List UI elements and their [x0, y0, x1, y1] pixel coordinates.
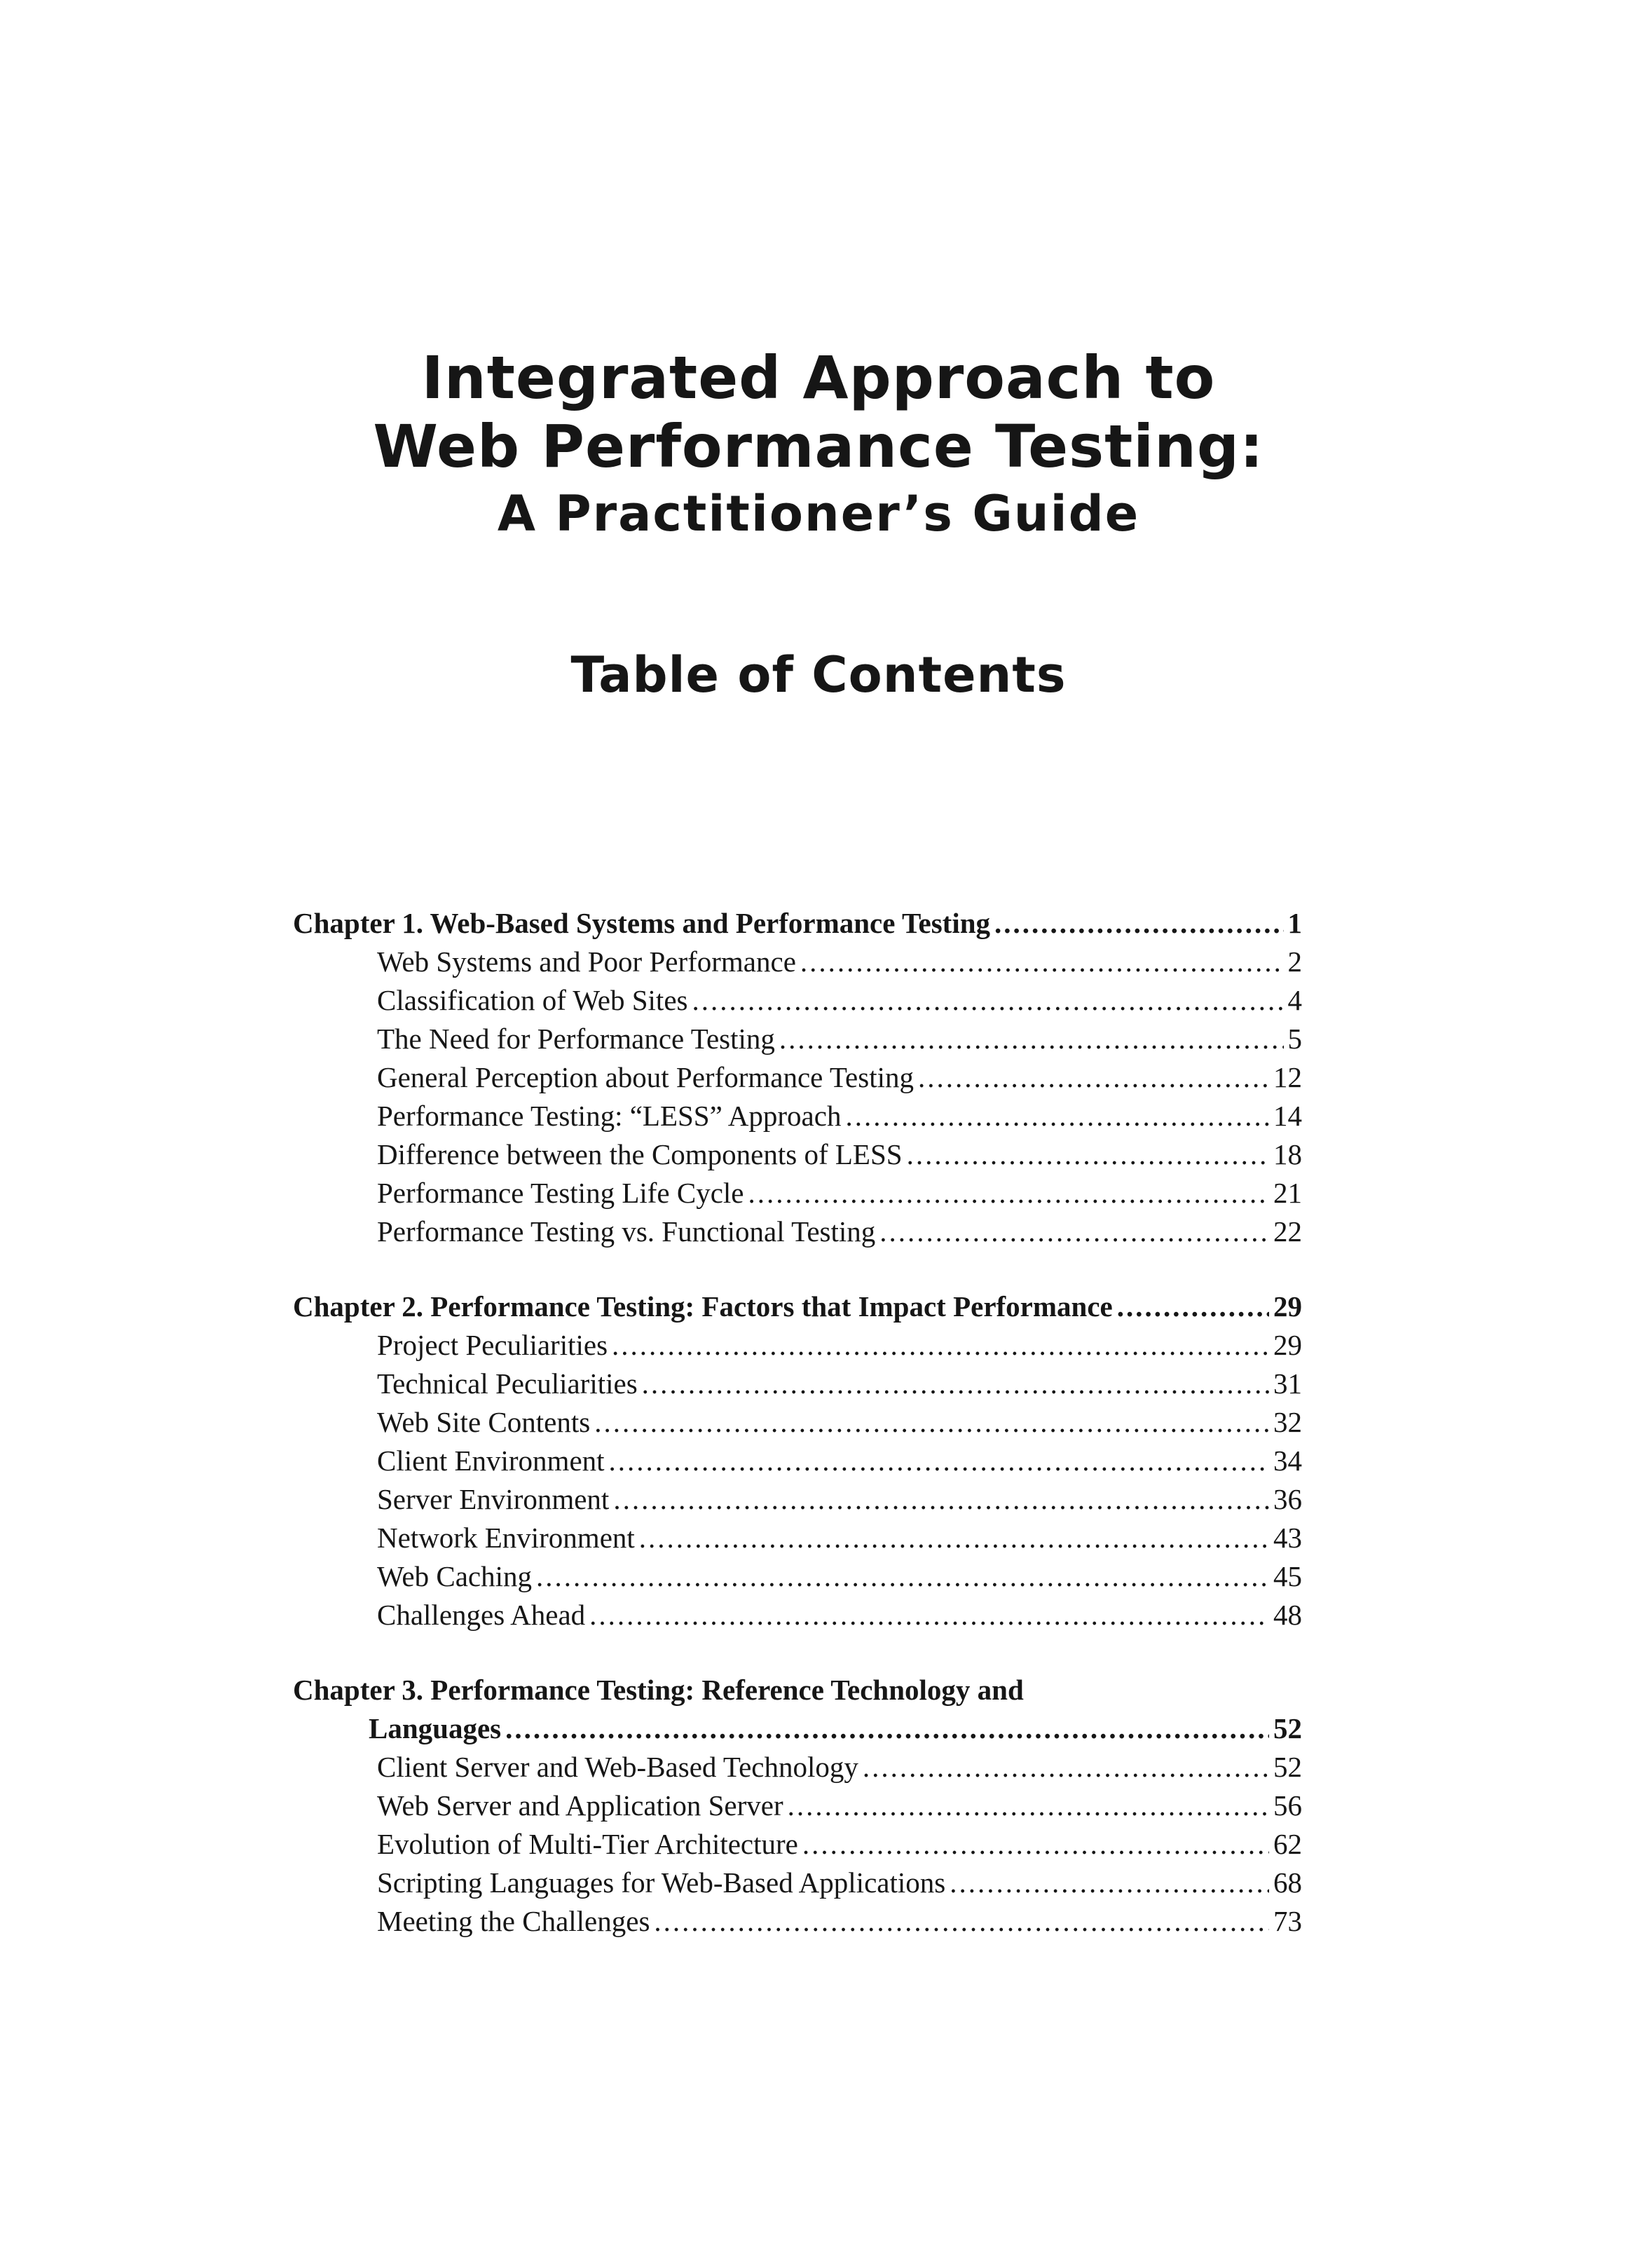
toc-entry: [293, 1058, 1302, 1097]
chapter-heading: [293, 904, 1302, 943]
chapter-title-continued: Languages: [369, 1712, 502, 1744]
entry-title: Technical Peculiarities: [377, 1367, 638, 1400]
entry-title: Meeting the Challenges: [377, 1905, 650, 1937]
entry-title: Performance Testing Life Cycle: [377, 1177, 744, 1209]
dot-leader: [505, 1709, 1269, 1748]
chapter-heading: [293, 1287, 1302, 1326]
toc-entry: [293, 1212, 1302, 1251]
chapter-3: [293, 1671, 1302, 1941]
entry-title: Evolution of Multi-Tier Architecture: [377, 1828, 798, 1860]
toc-entry: [293, 1480, 1302, 1519]
entry-title: Web Caching: [377, 1560, 532, 1592]
entry-page-number: 22: [1273, 1215, 1302, 1248]
entry-page-number: 73: [1273, 1905, 1302, 1937]
chapter-page-number: 1: [1287, 907, 1302, 939]
dot-leader: [845, 1097, 1269, 1135]
entry-title: Web Server and Application Server: [377, 1789, 783, 1822]
dot-leader: [918, 1058, 1269, 1097]
entry-page-number: 31: [1273, 1367, 1302, 1400]
dot-leader: [594, 1403, 1269, 1442]
book-subtitle: A Practitioner’s Guide: [497, 485, 1140, 542]
toc-entry: [293, 943, 1302, 981]
chapter-2: [293, 1287, 1302, 1634]
toc-entry: [293, 981, 1302, 1020]
dot-leader: [642, 1365, 1269, 1403]
dot-leader: [907, 1135, 1269, 1174]
entry-title: Web Systems and Poor Performance: [377, 945, 796, 978]
entry-page-number: 56: [1273, 1789, 1302, 1822]
dot-leader: [612, 1326, 1269, 1365]
entry-title: Web Site Contents: [377, 1406, 591, 1438]
entry-page-number: 18: [1273, 1138, 1302, 1170]
entry-page-number: 2: [1287, 945, 1302, 978]
toc-entry: [293, 1557, 1302, 1596]
entry-page-number: 36: [1273, 1483, 1302, 1515]
dot-leader: [748, 1174, 1270, 1212]
book-title: [0, 343, 1637, 547]
toc-entry: [293, 1135, 1302, 1174]
entry-page-number: 29: [1273, 1329, 1302, 1361]
entry-page-number: 34: [1273, 1444, 1302, 1477]
entry-title: The Need for Performance Testing: [377, 1023, 775, 1055]
chapter-heading: [293, 1671, 1302, 1709]
entry-title: Client Environment: [377, 1444, 605, 1477]
entry-page-number: 12: [1273, 1061, 1302, 1093]
dot-leader: [1117, 1287, 1269, 1326]
toc-entry: [293, 1403, 1302, 1442]
chapter-page-number: 52: [1273, 1712, 1302, 1744]
dot-leader: [654, 1902, 1269, 1941]
chapter-title: Chapter 2. Performance Testing: Factors that Impact Performance: [293, 1290, 1113, 1323]
entry-title: Performance Testing: “LESS” Approach: [377, 1100, 842, 1132]
dot-leader: [639, 1519, 1269, 1557]
entry-page-number: 21: [1273, 1177, 1302, 1209]
dot-leader: [879, 1212, 1269, 1251]
dot-leader: [536, 1557, 1269, 1596]
dot-leader: [800, 943, 1284, 981]
dot-leader: [779, 1020, 1284, 1058]
table-of-contents: [293, 904, 1302, 1977]
toc-entry: [293, 1748, 1302, 1787]
toc-entry: [293, 1174, 1302, 1212]
entry-page-number: 14: [1273, 1100, 1302, 1132]
dot-leader: [994, 904, 1283, 943]
toc-entry: [293, 1442, 1302, 1480]
book-title-line-2: Web Performance Testing:: [373, 412, 1264, 481]
dot-leader: [950, 1864, 1269, 1902]
dot-leader: [613, 1480, 1269, 1519]
dot-leader: [609, 1442, 1269, 1480]
toc-entry: [293, 1326, 1302, 1365]
dot-leader: [802, 1825, 1269, 1864]
entry-page-number: 68: [1273, 1866, 1302, 1899]
entry-title: Network Environment: [377, 1522, 635, 1554]
chapter-title: Chapter 3. Performance Testing: Reference Technology and: [293, 1674, 1024, 1706]
entry-page-number: 32: [1273, 1406, 1302, 1438]
toc-entry: [293, 1097, 1302, 1135]
entry-page-number: 45: [1273, 1560, 1302, 1592]
entry-title: Difference between the Components of LESS: [377, 1138, 903, 1170]
dot-leader: [863, 1748, 1269, 1787]
toc-entry: [293, 1825, 1302, 1864]
toc-entry: [293, 1787, 1302, 1825]
entry-title: General Perception about Performance Testing: [377, 1061, 914, 1093]
chapter-1: [293, 904, 1302, 1251]
toc-entry: [293, 1864, 1302, 1902]
toc-entry: [293, 1365, 1302, 1403]
chapter-heading-continuation: [293, 1709, 1302, 1748]
dot-leader: [692, 981, 1283, 1020]
entry-page-number: 52: [1273, 1751, 1302, 1783]
chapter-title: Chapter 1. Web-Based Systems and Performance Testing: [293, 907, 991, 939]
toc-entry: [293, 1596, 1302, 1634]
entry-title: Classification of Web Sites: [377, 984, 688, 1016]
dot-leader: [589, 1596, 1269, 1634]
entry-page-number: 43: [1273, 1522, 1302, 1554]
entry-page-number: 62: [1273, 1828, 1302, 1860]
entry-title: Challenges Ahead: [377, 1599, 586, 1631]
toc-entry: [293, 1902, 1302, 1941]
toc-entry: [293, 1519, 1302, 1557]
toc-entry: [293, 1020, 1302, 1058]
entry-title: Performance Testing vs. Functional Testing: [377, 1215, 876, 1248]
entry-title: Server Environment: [377, 1483, 610, 1515]
toc-heading: Table of Contents: [570, 646, 1067, 704]
entry-title: Scripting Languages for Web-Based Applications: [377, 1866, 946, 1899]
entry-page-number: 48: [1273, 1599, 1302, 1631]
entry-page-number: 4: [1287, 984, 1302, 1016]
entry-page-number: 5: [1287, 1023, 1302, 1055]
chapter-page-number: 29: [1273, 1290, 1302, 1323]
entry-title: Project Peculiarities: [377, 1329, 608, 1361]
dot-leader: [788, 1787, 1269, 1825]
entry-title: Client Server and Web-Based Technology: [377, 1751, 858, 1783]
book-title-line-1: Integrated Approach to: [421, 343, 1216, 412]
